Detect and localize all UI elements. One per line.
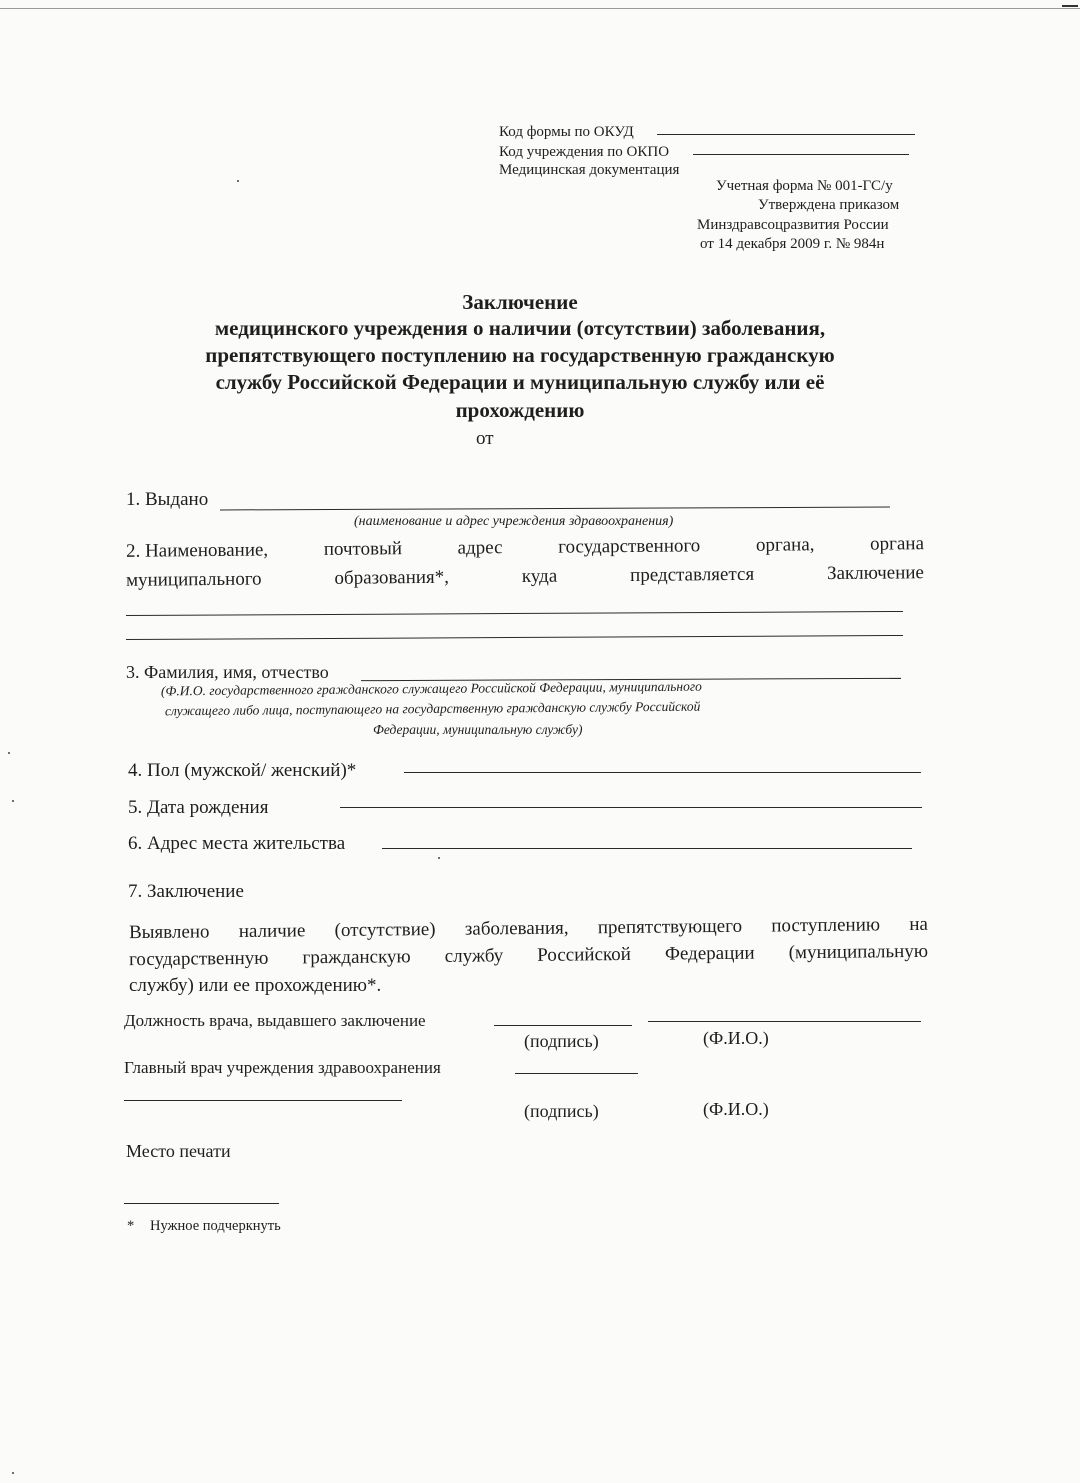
field-2-word: Заключение [826,562,925,585]
field-4-label: 4. Пол (мужской/ женский)* [128,760,357,781]
field-2-row-2 [126,562,924,592]
conclusion-row-2 [129,941,928,971]
chief-signature-line[interactable] [515,1073,638,1074]
scan-speck [8,752,10,754]
field-2-word: образования*, [334,566,450,589]
field-1-line[interactable] [220,507,890,511]
field-2-line-1[interactable] [126,611,903,616]
field-3-label: 3. Фамилия, имя, отчество [126,662,329,682]
form-number: Учетная форма № 001-ГС/у [716,178,893,194]
field-2-word: муниципального [125,568,262,591]
conclusion-word: препятствующего [597,915,743,939]
title-line-2: медицинского учреждения о наличии (отсутствии) заболевания, [214,316,826,340]
doctor-fio-line[interactable] [648,1021,921,1022]
field-2-line-2[interactable] [126,635,903,640]
stamp-place-label: Место печати [126,1141,231,1161]
approved-label: Утверждена приказом [758,197,900,213]
conclusion-word: на [909,913,929,936]
order-date: от 14 декабря 2009 г. № 984н [700,236,885,252]
scan-edge-line [0,8,1080,9]
field-4-line[interactable] [404,772,921,773]
conclusion-word: (отсутствие) [334,918,436,942]
field-2-word: органа, [755,534,815,556]
field-3-hint-1: (Ф.И.О. государственного гражданского служащего Российской Федерации, муниципального [160,678,702,699]
conclusion-word: государственную [128,947,269,971]
field-5-label: 5. Дата рождения [128,797,269,818]
conclusion-row-3: службу) или ее прохождению*. [129,975,382,996]
footnote-separator [124,1203,279,1204]
field-6-label: 6. Адрес места жительства [128,833,346,854]
field-2-word: органа [870,533,925,555]
field-2-row-1 [126,533,924,563]
conclusion-word: поступлению [771,914,881,937]
field-3-hint-2: служащего либо лица, поступающего на государственную гражданскую службу Российской [164,698,701,719]
field-2-word: куда [521,565,558,588]
med-doc-label: Медицинская документация [499,162,680,178]
title-line-1: Заключение [462,290,578,314]
title-line-5: прохождению [455,398,585,422]
conclusion-word: (муниципальную [788,940,929,964]
title-line-4: службу Российской Федерации и муниципальную службу или её [215,370,825,394]
title-from: от [476,428,494,449]
field-6-line[interactable] [382,848,912,849]
field-2-word: адрес [457,537,503,559]
field-5-line[interactable] [340,807,922,808]
footnote-mark: * [127,1218,135,1234]
field-2-word: представляется [630,563,755,586]
chief-fio-line[interactable] [124,1100,402,1101]
field-7-label: 7. Заключение [128,881,244,902]
conclusion-word: Федерации [664,942,755,965]
okpo-field-line[interactable] [693,154,909,155]
conclusion-word: Российской [537,943,631,966]
conclusion-word: гражданскую [302,946,411,969]
scan-corner-mark [1062,5,1078,7]
scan-speck [237,180,239,182]
scan-speck [12,800,14,802]
conclusion-word: Выявлено [128,921,210,944]
chief-doctor-label: Главный врач учреждения здравоохранения [124,1058,441,1077]
field-1-hint: (наименование и адрес учреждения здравоохранения) [354,514,674,529]
fio-caption-2: (Ф.И.О.) [703,1099,769,1119]
conclusion-word: службу [444,945,504,967]
field-3-hint-3: Федерации, муниципальную службу) [373,722,583,737]
okpo-label: Код учреждения по ОКПО [499,144,670,160]
fio-caption-1: (Ф.И.О.) [703,1028,769,1048]
signature-caption-1: (подпись) [524,1031,599,1051]
title-line-3: препятствующего поступлению на государственную гражданскую [205,343,835,367]
scan-speck [438,857,440,859]
field-1-label: 1. Выдано [126,489,209,510]
okud-label: Код формы по ОКУД [499,124,634,140]
doctor-position-label: Должность врача, выдавшего заключение [124,1011,426,1030]
conclusion-row-1 [129,914,928,944]
scan-speck [12,1472,14,1474]
conclusion-word: заболевания, [464,917,569,940]
field-2-word: почтовый [323,538,403,560]
doctor-signature-line[interactable] [494,1025,632,1026]
okud-field-line[interactable] [657,134,915,135]
signature-caption-2: (подпись) [524,1101,599,1121]
ministry-label: Минздравсоцразвития России [697,217,889,233]
footnote-text: Нужное подчеркнуть [150,1218,281,1234]
conclusion-word: наличие [238,920,306,943]
field-2-word: государственного [558,535,701,558]
field-2-word: 2. Наименование, [125,539,269,562]
